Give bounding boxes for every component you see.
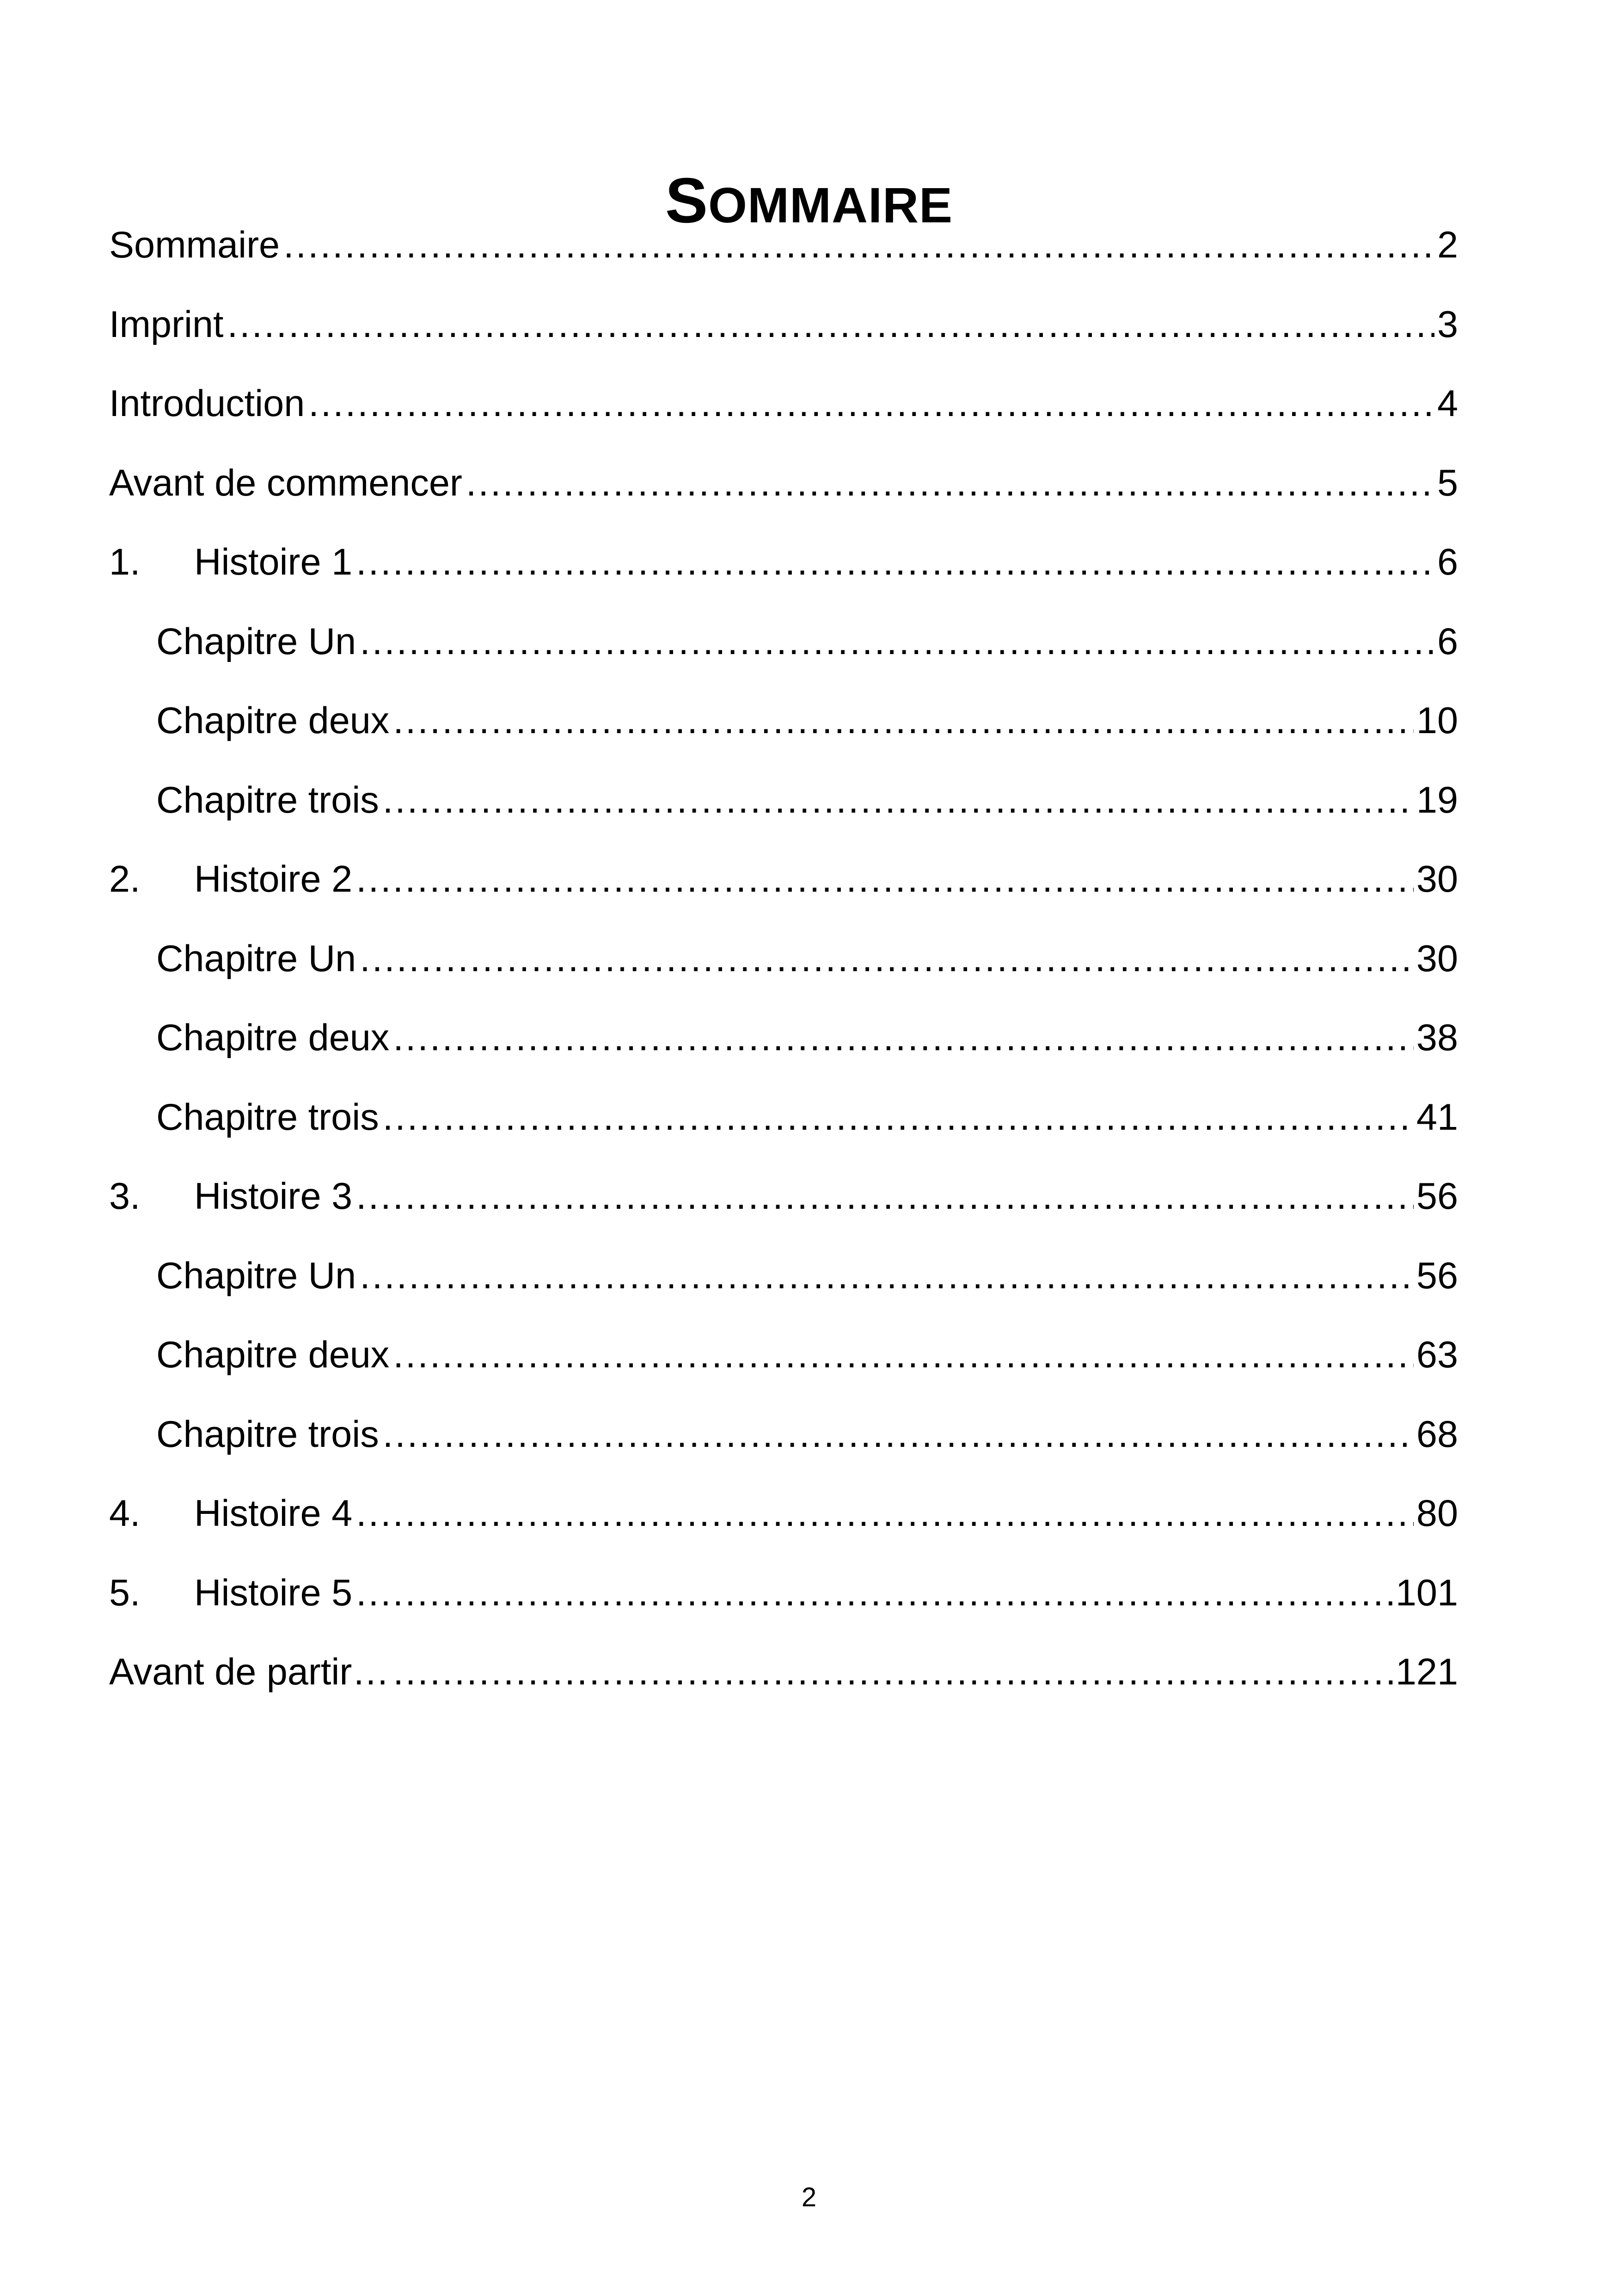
toc-entry-label: Histoire 4 (194, 1493, 353, 1534)
toc-entry-number: 1. (109, 541, 141, 583)
toc-entry-histoire-4[interactable] (109, 1481, 1458, 1561)
toc-entry-page: 41 (1416, 1096, 1458, 1138)
toc-entry-histoire-1[interactable] (109, 530, 1458, 609)
toc-dot-leader (383, 768, 1414, 833)
toc-entry-page: 38 (1416, 1017, 1458, 1059)
toc-entry-label: Avant de commencer (109, 462, 462, 504)
toc-entry-page: 56 (1416, 1255, 1458, 1297)
toc-entry-number: 5. (109, 1572, 141, 1614)
toc-entry-avant-de-commencer[interactable] (109, 451, 1458, 530)
toc-entry-histoire-2-chapitre-deux[interactable] (109, 1005, 1458, 1085)
toc-entry-number: 3. (109, 1176, 141, 1217)
toc-dot-leader (356, 1164, 1414, 1229)
toc-entry-sommaire[interactable] (109, 213, 1458, 292)
toc-entry-imprint[interactable] (109, 292, 1458, 372)
toc-entry-page: 19 (1416, 779, 1458, 821)
toc-entry-introduction[interactable] (109, 371, 1458, 451)
toc-entry-label: Chapitre deux (156, 1017, 390, 1059)
toc-dot-leader (360, 609, 1434, 674)
toc-entry-label: Chapitre Un (156, 937, 356, 980)
toc-entry-label: Avant de partir… (109, 1651, 390, 1693)
toc-entry-label: Chapitre Un (156, 1255, 356, 1297)
toc-entry-label: Histoire 3 (194, 1176, 353, 1217)
toc-dot-leader (356, 1481, 1414, 1546)
toc-dot-leader (393, 1322, 1414, 1387)
toc-dot-leader (227, 292, 1434, 357)
toc-dot-leader (393, 1005, 1414, 1070)
toc-entry-page: 68 (1416, 1413, 1458, 1455)
toc-entry-histoire-5[interactable] (109, 1561, 1458, 1640)
toc-entry-label: Chapitre Un (156, 620, 356, 662)
toc-entry-histoire-2[interactable] (109, 847, 1458, 926)
toc-entry-page: 3 (1437, 303, 1458, 345)
toc-entry-histoire-3-chapitre-deux[interactable] (109, 1322, 1458, 1402)
toc-entry-page: 6 (1437, 541, 1458, 583)
toc-entry-page: 4 (1437, 383, 1458, 424)
toc-entry-histoire-1-chapitre-trois[interactable] (109, 768, 1458, 847)
toc-dot-leader (283, 213, 1434, 277)
toc-dot-leader (393, 688, 1414, 753)
page-title-initial: S (665, 165, 709, 237)
toc-entry-page: 80 (1416, 1493, 1458, 1534)
toc-entry-histoire-3-chapitre-trois[interactable] (109, 1402, 1458, 1482)
toc-dot-leader (356, 530, 1434, 594)
toc-entry-label: Chapitre trois (156, 779, 379, 821)
toc-entry-page: 10 (1416, 700, 1458, 741)
toc-entry-label: Chapitre deux (156, 1334, 390, 1376)
toc-entry-number: 2. (109, 858, 141, 900)
toc-entry-label: Imprint (109, 303, 224, 345)
toc-entry-page: 56 (1416, 1176, 1458, 1217)
toc-entry-label: Introduction (109, 383, 305, 424)
toc-entry-histoire-3[interactable] (109, 1164, 1458, 1243)
toc-dot-leader (356, 1561, 1393, 1625)
toc-entry-histoire-1-chapitre-deux[interactable] (109, 688, 1458, 768)
toc-entry-label: Sommaire (109, 224, 280, 266)
toc-entry-page: 63 (1416, 1334, 1458, 1376)
page-number: 2 (801, 2182, 817, 2212)
toc-dot-leader (383, 1085, 1414, 1150)
toc-entry-label: Chapitre trois (156, 1096, 379, 1138)
page-title-rest: OMMAIRE (708, 177, 953, 233)
toc-entry-histoire-2-chapitre-trois[interactable] (109, 1085, 1458, 1164)
toc-dot-leader (356, 847, 1414, 912)
toc-entry-page: 121 (1395, 1651, 1458, 1693)
toc-entry-label: Chapitre deux (156, 700, 390, 741)
toc-entry-page: 101 (1395, 1572, 1458, 1614)
toc-entry-page: 30 (1416, 937, 1458, 980)
toc-entry-page: 2 (1437, 224, 1458, 266)
toc-entry-page: 30 (1416, 858, 1458, 900)
toc-dot-leader (360, 1243, 1414, 1308)
toc-entry-avant-de-partir[interactable] (109, 1640, 1458, 1719)
toc-entry-label: Histoire 5 (194, 1572, 353, 1614)
toc-entry-label: Histoire 2 (194, 858, 353, 900)
toc-dot-leader (393, 1640, 1393, 1704)
toc-entry-number: 4. (109, 1493, 141, 1534)
toc-dot-leader (466, 451, 1434, 515)
toc-dot-leader (360, 926, 1414, 991)
toc-dot-leader (308, 371, 1434, 436)
toc-dot-leader (383, 1402, 1414, 1467)
table-of-contents (109, 213, 1458, 1719)
toc-entry-histoire-2-chapitre-un[interactable] (109, 926, 1458, 1006)
toc-entry-histoire-3-chapitre-un[interactable] (109, 1243, 1458, 1323)
toc-entry-page: 6 (1437, 620, 1458, 662)
toc-entry-page: 5 (1437, 462, 1458, 504)
toc-entry-histoire-1-chapitre-un[interactable] (109, 609, 1458, 689)
toc-entry-label: Chapitre trois (156, 1413, 379, 1455)
toc-entry-label: Histoire 1 (194, 541, 353, 583)
